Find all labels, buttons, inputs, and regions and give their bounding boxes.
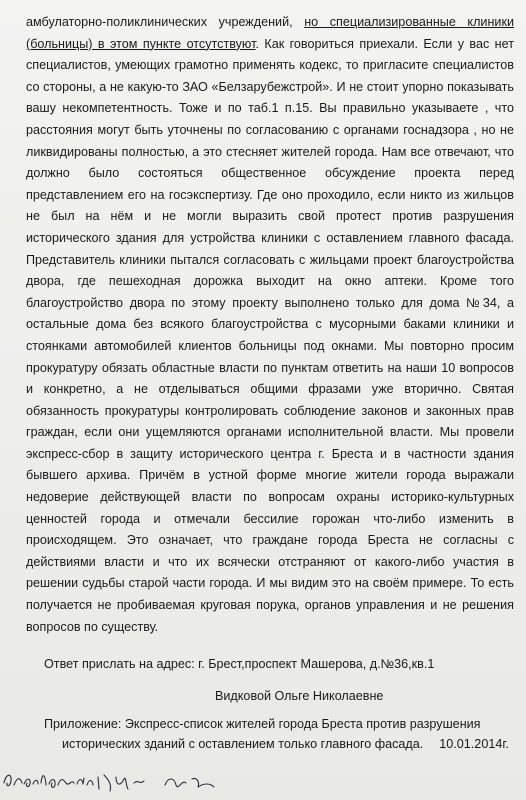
handwritten-signature xyxy=(0,765,240,800)
document-body xyxy=(26,12,514,638)
appendix-line-2 xyxy=(44,734,514,754)
main-paragraph xyxy=(26,12,514,638)
text-segment-1: амбулаторно-поликлинических учреждений, xyxy=(26,15,305,29)
underlined-text: но специализированные клиники (больницы) в этом пункте отсутствуют xyxy=(26,15,514,51)
appendix-note xyxy=(44,714,514,754)
appendix-line-1: Приложение: Экспресс-список жителей города Бреста против разрушения xyxy=(44,717,481,731)
recipient-name: Видковой Ольге Николаевне xyxy=(215,689,384,703)
appendix-line-2-text: исторических зданий с оставлением только главного фасада. xyxy=(62,737,424,751)
reply-address: Ответ прислать на адрес: г. Брест,проспект Машерова, д.№36,кв.1 xyxy=(44,657,435,671)
text-segment-3: . Как говориться приехали. Если у вас нет специалистов, умеющих грамотно применять кодекс, то пригласите специалистов со стороны, а не какую-то ЗАО «Белзарубежстрой». И не стоит упорно показывать вашу некомпетентность. Тоже и по таб.1 п.15. Вы правильно указываете , что расстояния могут быть уточнены по согласованию с органами госнадзора , но не ликвидированы полностью, а это стесняет жителей города. Нам все отвечают, что должно было состояться общественное обсуждение проекта перед представлением его на госэкспертизу. Где оно проходило, если никто из жильцов не был на нём и не могли выразить свой протест против разрушения исторического здания для устройства клиники с оставлением главного фасада. Представитель клиники пытался согласовать с жильцами проект благоустройства двора, где пешеходная дорожка выходит на окно аптеки. Кроме того благоустройство двора по этому проекту выполнено только для дома №34, а остальные дома без всякого благоустройства с мусорными баками клиники и стоянками автомобилей клиентов больницы под окнами. Мы повторно просим прокуратуру обязать областные власти по пунктам ответить на наши 10 вопросов и конкретно, а не отделываться общими фразами уже вторично. Святая обязанность прокуратуры контролировать соблюдение законов и законных прав граждан, если они ущемляются органами исполнительной власти. Мы провели экспресс-сбор в защиту исторического центра г. Бреста и в частности здания бывшего архива. Причём в устной форме многие жители города выражали недоверие действующей власти по вопросам охраны историко-культурных ценностей города и отмечали бессилие горожан что-либо изменить в происходящем. Это означает, что граждане города Бреста не согласны с действиями власти и что их всячески отстраняют от какого-либо участия в решении судьбы старой части города. И мы видим это на своём примере. То есть получается не пробиваемая круговая порука, органов управления и не решения вопросов по существу. xyxy=(26,36,514,634)
document-date: 10.01.2014г. xyxy=(439,737,509,751)
